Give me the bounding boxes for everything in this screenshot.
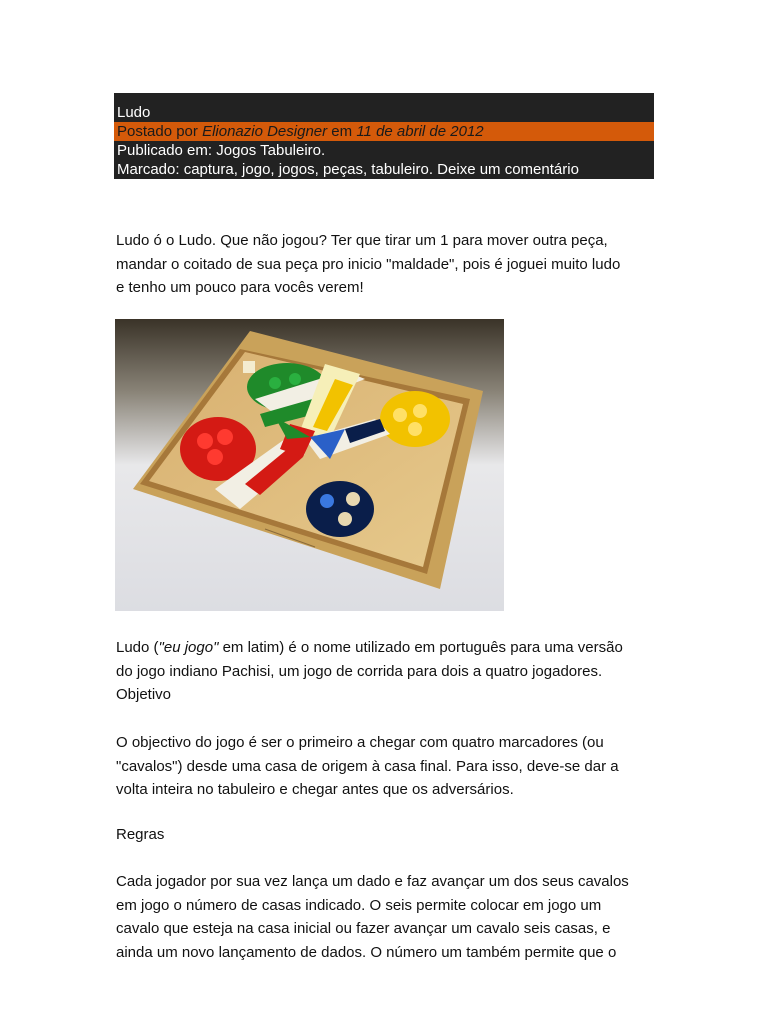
rules-line-2: em jogo o número de casas indicado. O seis permite colocar em jogo um xyxy=(116,896,602,914)
objective-paragraph xyxy=(116,731,656,802)
published-in[interactable]: Publicado em: Jogos Tabuleiro. xyxy=(117,142,326,159)
rules-heading: Regras xyxy=(116,826,165,843)
objective-line-2: "cavalos") desde uma casa de origem à casa final. Para isso, deve-se dar a xyxy=(116,757,619,775)
definition-paragraph xyxy=(116,636,656,707)
ludo-board-photo xyxy=(115,319,504,611)
rules-line-4: ainda um novo lançamento de dados. O número um também permite que o xyxy=(116,943,617,961)
intro-line-1: Ludo ó o Ludo. Que não jogou? Ter que tirar um 1 para mover outra peça, xyxy=(116,232,608,249)
rules-line-3: cavalo que esteja na casa inicial ou fazer avançar um cavalo seis casas, e xyxy=(116,920,611,937)
posted-prefix: Postado por xyxy=(117,123,203,140)
rules-paragraph xyxy=(116,870,656,964)
posted-by-line xyxy=(114,122,654,141)
author-link[interactable]: Elionazio Designer xyxy=(202,123,328,140)
definition-line-2: do jogo indiano Pachisi, um jogo de corrida para dois a quatro jogadores. xyxy=(116,662,603,680)
intro-line-3: e tenho um pouco para vocês verem! xyxy=(116,279,364,296)
date-link[interactable]: 11 de abril de 2012 xyxy=(356,123,484,140)
objective-line-3: volta inteira no tabuleiro e chegar antes que os adversários. xyxy=(116,781,514,798)
definition-rest: em latim) é o nome utilizado em português para uma versão xyxy=(218,639,623,656)
post-title[interactable]: Ludo xyxy=(117,104,151,121)
definition-line-1 xyxy=(116,636,656,660)
intro-line-2: mandar o coitado de sua peça pro inicio "maldade", pois é joguei muito ludo xyxy=(116,255,621,273)
tags-line[interactable]: Marcado: captura, jogo, jogos, peças, tabuleiro. Deixe um comentário xyxy=(117,161,579,178)
definition-italic: "eu jogo" xyxy=(158,639,219,656)
objective-heading: Objetivo xyxy=(116,686,172,703)
definition-prefix: Ludo ( xyxy=(116,639,159,656)
intro-paragraph xyxy=(116,229,656,300)
posted-mid: em xyxy=(327,123,357,140)
rules-line-1: Cada jogador por sua vez lança um dado e faz avançar um dos seus cavalos xyxy=(116,873,629,890)
objective-line-1: O objectivo do jogo é ser o primeiro a chegar com quatro marcadores (ou xyxy=(116,734,604,751)
post-header xyxy=(114,93,654,179)
